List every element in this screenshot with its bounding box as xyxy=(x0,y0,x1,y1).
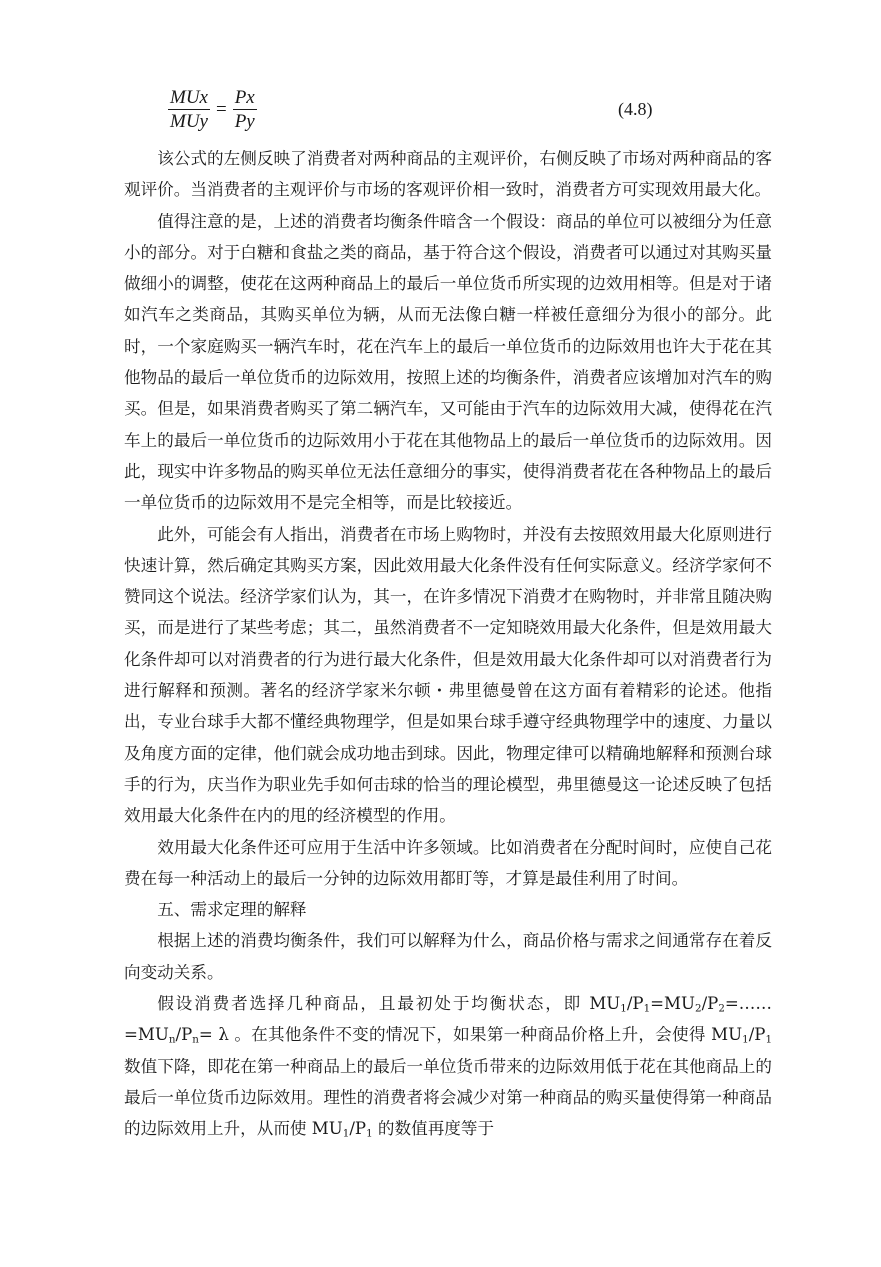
p6-text-7: = λ 。在其他条件不变的情况下，如果第一种商品价格上升，会使得 MU xyxy=(198,1025,743,1045)
p6-text-1: 假设消费者选择几种商品，且最初处于均衡状态，即 MU xyxy=(157,994,621,1014)
p6-text-10: /P xyxy=(349,1119,367,1139)
rhs-numerator: Px xyxy=(234,87,255,108)
equation-4-8 xyxy=(168,88,257,132)
body-text xyxy=(124,143,772,1145)
p6-sub-3: 2 xyxy=(695,1002,702,1015)
section-heading: 五、需求定理的解释 xyxy=(157,900,307,920)
paragraph-2: 值得注意的是，上述的消费者均衡条件暗含一个假设：商品的单位可以被细分为任意小的部分。对于白糖和食盐之类的商品，基于符合这个假设，消费者可以通过对其购买量做细小的调整，使花在这两种商品上的最后一单位货币所实现的边效用相等。但是对于诸如汽车之类商品，其购买单位为辆，从而无法像白糖一样被任意细分为很小的部分。此时，一个家庭购买一辆汽车时，花在汽车上的最后一单位货币的边际效用也许大于花在其他物品的最后一单位货币的边际效用，按照上述的均衡条件，消费者应该增加对汽车的购买。但是，如果消费者购买了第二辆汽车，又可能由于汽车的边际效用大减，使得花在汽车上的最后一单位货币的边际效用小于花在其他物品上的最后一单位货币的边际效用。因此，现实中许多物品的购买单位无法任意细分的事实，使得消费者花在各种物品上的最后一单位货币的边际效用不是完全相等，而是比较接近。 xyxy=(124,211,772,513)
paragraph-4: 效用最大化条件还可应用于生活中许多领域。比如消费者在分配时间时，应使自己花费在每一种活动上的最后一分钟的边际效用都盯等，才算是最佳利用了时间。 xyxy=(124,837,772,888)
p6-text-2: /P xyxy=(626,994,644,1014)
p6-text-3: =MU xyxy=(650,994,696,1014)
p6-text-9: 数值下降，即花在第一种商品上的最后一单位货币带来的边际效用低于花在其他商品上的最后一单位货币边际效用。理性的消费者将会减少对第一种商品的购买量使得第一种商品的边际效用上升，从而使 MU xyxy=(124,1056,772,1139)
rhs-denominator: Py xyxy=(234,111,255,132)
p6-text-8: /P xyxy=(748,1025,766,1045)
p6-text-6: /P xyxy=(175,1025,193,1045)
p6-text-5: =……=MU xyxy=(124,994,772,1045)
p6-sub-5: n xyxy=(168,1033,176,1046)
paragraph-6 xyxy=(124,988,772,1144)
p6-text-4: /P xyxy=(701,994,719,1014)
p6-sub-7: 1 xyxy=(742,1033,749,1046)
equation-number: (4.8) xyxy=(618,99,653,119)
lhs-fraction xyxy=(168,88,210,132)
p6-sub-4: 2 xyxy=(718,1002,725,1015)
rhs-fraction xyxy=(233,88,257,132)
p6-text-11: 的数值再度等于 xyxy=(372,1119,495,1139)
p6-sub-6: n xyxy=(192,1033,199,1046)
p6-sub-10: 1 xyxy=(366,1127,373,1140)
lhs-denominator: MUy xyxy=(170,111,208,132)
equals-sign: = xyxy=(215,99,227,120)
p6-sub-9: 1 xyxy=(342,1127,350,1140)
p6-sub-2: 1 xyxy=(643,1002,651,1015)
lhs-numerator: MUx xyxy=(170,87,208,108)
p6-sub-8: 1 xyxy=(765,1033,772,1046)
paragraph-5: 根据上述的消费均衡条件，我们可以解释为什么，商品价格与需求之间通常存在着反向变动关系。 xyxy=(124,931,772,982)
paragraph-1: 该公式的左侧反映了消费者对两种商品的主观评价，右侧反映了市场对两种商品的客观评价。当消费者的主观评价与市场的客观评价相一致时，消费者方可实现效用最大化。 xyxy=(124,149,772,200)
paragraph-3: 此外，可能会有人指出，消费者在市场上购物时，并没有去按照效用最大化原则进行快速计算，然后确定其购买方案，因此效用最大化条件没有任何实际意义。经济学家何不赞同这个说法。经济学家们认为，其一，在许多情况下消费才在购物时，并非常且随决购买，而是进行了某些考虑；其二，虽然消费者不一定知晓效用最大化条件，但是效用最大化条件却可以对消费者的行为进行最大化条件，但是效用最大化条件却可以对消费者行为进行解释和预测。著名的经济学家米尔顿・弗里德曼曾在这方面有着精彩的论述。他指出，专业台球手大都不懂经典物理学，但是如果台球手遵守经典物理学中的速度、力量以及角度方面的定律，他们就会成功地击到球。因此，物理定律可以精确地解释和预测台球手的行为，庆当作为职业先手如何击球的恰当的理论模型，弗里德曼这一论述反映了包括效用最大化条件在内的甩的经济模型的作用。 xyxy=(124,524,772,826)
p6-sub-1: 1 xyxy=(620,1002,627,1015)
